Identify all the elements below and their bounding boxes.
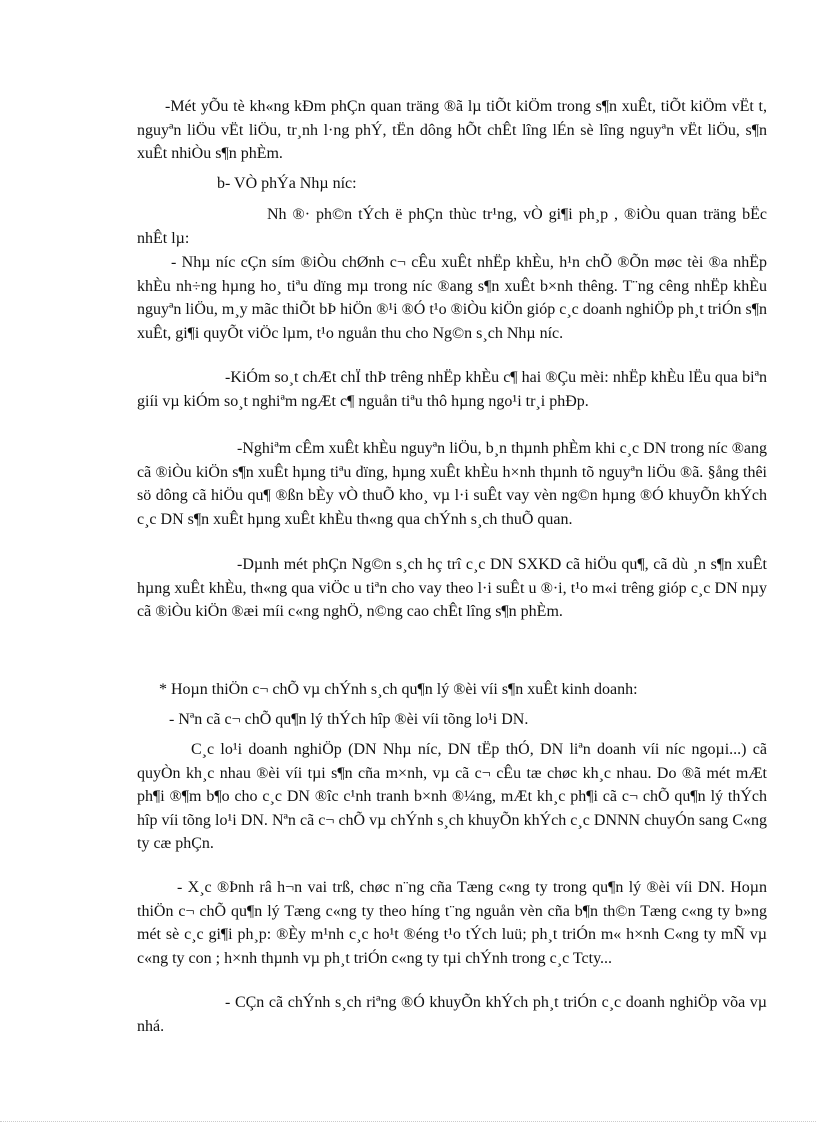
section-heading-state: b- VÒ phÝa Nhµ níc:: [217, 175, 357, 192]
paragraph-corporation-role: - X¸c ®Þnh râ h¬n vai trß, chøc n¨ng cña Tæng c«ng ty trong qu¶n lý ®èi víi DN. Hoµn thiÖn c¬ chÕ qu¶n lý Tæng c«ng ty theo híng t¨ng nguån vèn cña b¶n th©n Tæng c«ng ty b»ng mét sè c¸c gi¶i ph¸p: ®Èy m¹nh c¸c ho¹t ®éng t¹o tÝch luü; ph¸t triÓn m« h×nh C«ng ty mÑ vµ c«ng ty con ; h×nh thµnh vµ ph¸t triÓn c«ng ty tµi chÝnh trong c¸c Tcty...: [137, 879, 767, 967]
paragraph-export-ban: -Nghiªm cÊm xuÊt khÈu nguyªn liÖu, b¸n thµnh phÈm khi c¸c DN trong níc ®ang cã ®iÒu kiÖn s¶n xuÊt hµng tiªu dïng, hµng xuÊt khÈu h×nh thµnh tõ nguyªn liÖu ®ã. §ång thêi sö dông cã hiÖu qu¶ ®ßn bÈy vÒ thuÕ kho¸ vµ l·i suÊt vay vèn ng©n hµng ®Ó khuyÕn khÝch c¸c DN s¶n xuÊt hµng xuÊt khÈu th«ng qua chÝnh s¸ch thuÕ quan.: [137, 440, 767, 528]
paragraph-saving: -Mét yÕu tè kh«ng kÐm phÇn quan träng ®ã lµ tiÕt kiÖm trong s¶n xuÊt, tiÕt kiÖm vËt t, nguyªn liÖu vËt liÖu, tr¸nh l·ng phÝ, tËn dông hÕt chÊt lîng lÉn sè lîng nguyªn vËt liÖu, s¶n xuÊt nhiÒu s¶n phÈm.: [137, 98, 767, 162]
paragraph-import-control: -KiÓm so¸t chÆt chÏ thÞ trêng nhËp khÈu c¶ hai ®Çu mèi: nhËp khÈu lËu qua biªn giíi vµ kiÓm so¸t nghiªm ngÆt c¶ nguån tiªu thô hµng ngo¹i tr¸i phÐp.: [137, 369, 767, 410]
paragraph-management-fit: - Nªn cã c¬ chÕ qu¶n lý thÝch hîp ®èi víi tõng lo¹i DN.: [169, 711, 529, 728]
page-bottom-border: [0, 1121, 816, 1122]
paragraph-budget-support: -Dµnh mét phÇn Ng©n s¸ch hç trî c¸c DN SXKD cã hiÖu qu¶, cã dù ¸n s¶n xuÊt hµng xuÊt khÈu, th«ng qua viÖc u tiªn cho vay theo l·i suÊt u ®·i, t¹o m«i trêng gióp c¸c DN nµy cã ®iÒu kiÖn ®æi míi c«ng nghÖ, n©ng cao chÊt lîng s¶n phÈm.: [137, 556, 767, 620]
paragraph-import-structure: - Nhµ níc cÇn sím ®iÒu chØnh c¬ cÊu xuÊt nhËp khÈu, h¹n chÕ ®Õn møc tèi ®a nhËp khÈu nh÷ng hµng ho¸ tiªu dïng mµ trong níc ®ang s¶n xuÊt b×nh thêng. T¨ng cêng nhËp khÈu nguyªn liÖu, m¸y mãc thiÕt bÞ hiÖn ®¹i ®Ó t¹o ®iÒu kiÖn gióp c¸c doanh nghiÖp ph¸t triÓn s¶n xuÊt, gi¶i quyÕt viÖc lµm, t¹o nguån thu cho Ng©n s¸ch Nhµ níc.: [137, 254, 767, 342]
section-heading-mechanism: * Hoµn thiÖn c¬ chÕ vµ chÝnh s¸ch qu¶n lý ®èi víi s¶n xuÊt kinh doanh:: [159, 681, 638, 698]
paragraph-analysis: Nh ®· ph©n tÝch ë phÇn thùc tr¹ng, vÒ gi¶i ph¸p , ®iÒu quan träng bËc nhÊt lµ:: [137, 206, 767, 247]
paragraph-sme-policy: - CÇn cã chÝnh s¸ch riªng ®Ó khuyÕn khÝch ph¸t triÓn c¸c doanh nghiÖp võa vµ nhá.: [137, 994, 767, 1035]
paragraph-enterprise-types: C¸c lo¹i doanh nghiÖp (DN Nhµ níc, DN tËp thÓ, DN liªn doanh víi níc ngoµi...) cã quyÒn kh¸c nhau ®èi víi tµi s¶n cña m×nh, vµ cã c¬ cÊu tæ chøc kh¸c nhau. Do ®ã mét mÆt ph¶i ®¶m b¶o cho c¸c DN ®îc c¹nh tranh b×nh ®¼ng, mÆt kh¸c ph¶i cã c¬ chÕ qu¶n lý thÝch hîp víi tõng lo¹i DN. Nªn cã c¬ chÕ vµ chÝnh s¸ch khuyÕn khÝch c¸c DNNN chuyÓn sang C«ng ty cæ phÇn.: [137, 741, 767, 852]
